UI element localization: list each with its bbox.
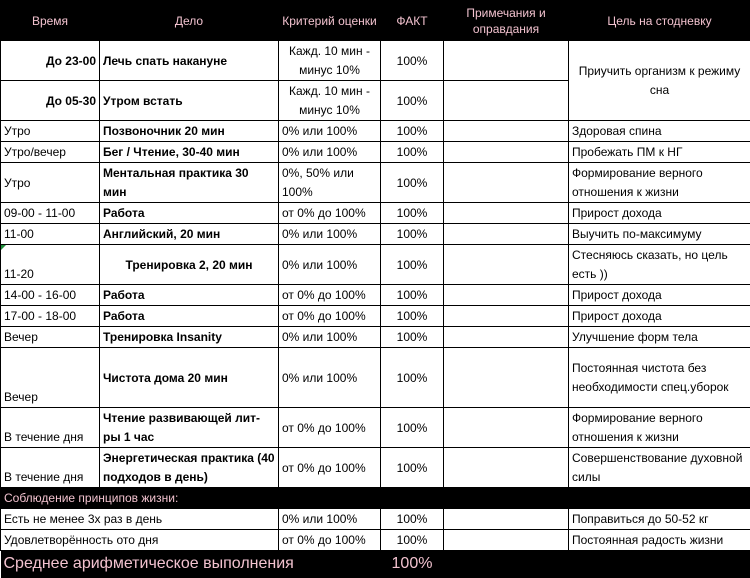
goal-cell[interactable]: Здоровая спина — [569, 121, 750, 142]
goal-cell[interactable]: Выучить по-максимуму — [569, 224, 750, 245]
table-row — [1, 121, 750, 142]
table-row — [1, 408, 750, 448]
table-row — [1, 448, 750, 488]
task-cell[interactable]: Чистота дома 20 мин — [100, 348, 279, 408]
task-cell[interactable]: Удовлетворённость ото дня — [1, 530, 279, 551]
table-row — [1, 306, 750, 327]
fact-cell[interactable]: 100% — [381, 224, 444, 245]
fact-cell[interactable]: 100% — [381, 530, 444, 551]
table-row — [1, 163, 750, 203]
goal-cell[interactable]: Постоянная радость жизни — [569, 530, 750, 551]
time-cell[interactable]: Утро — [1, 121, 100, 142]
criteria-cell[interactable]: 0% или 100% — [279, 509, 381, 530]
time-cell[interactable]: До 23-00 — [1, 41, 100, 81]
fact-cell[interactable]: 100% — [381, 348, 444, 408]
table-row — [1, 509, 750, 530]
fact-cell[interactable]: 100% — [381, 327, 444, 348]
criteria-cell[interactable]: Кажд. 10 мин - минус 10% — [279, 41, 381, 81]
task-cell[interactable]: Лечь спать накануне — [100, 41, 279, 81]
fact-cell[interactable]: 100% — [381, 163, 444, 203]
summary-value: 100% — [381, 551, 444, 578]
time-cell[interactable]: До 05-30 — [1, 81, 100, 121]
header-row — [1, 1, 750, 41]
fact-cell[interactable]: 100% — [381, 306, 444, 327]
goal-cell[interactable]: Постоянная чистота без необходимости спец.уборок — [569, 348, 750, 408]
task-cell[interactable]: Работа — [100, 203, 279, 224]
header-notes: Примечания и оправдания — [444, 1, 569, 41]
notes-cell[interactable] — [444, 509, 569, 530]
goal-cell[interactable]: Пробежать ПМ к НГ — [569, 142, 750, 163]
fact-cell[interactable]: 100% — [381, 408, 444, 448]
criteria-cell[interactable]: от 0% до 100% — [279, 408, 381, 448]
time-cell[interactable]: Вечер — [1, 348, 100, 408]
notes-cell[interactable] — [444, 203, 569, 224]
fact-cell[interactable]: 100% — [381, 121, 444, 142]
time-cell[interactable]: Утро/вечер — [1, 142, 100, 163]
criteria-cell[interactable]: от 0% до 100% — [279, 306, 381, 327]
fact-cell[interactable]: 100% — [381, 448, 444, 488]
notes-cell[interactable] — [444, 408, 569, 448]
criteria-cell[interactable]: от 0% до 100% — [279, 285, 381, 306]
time-cell[interactable]: 17-00 - 18-00 — [1, 306, 100, 327]
task-cell[interactable]: Чтение развивающей лит-ры 1 час — [100, 408, 279, 448]
criteria-cell[interactable]: 0%, 50% или 100% — [279, 163, 381, 203]
notes-cell[interactable] — [444, 224, 569, 245]
goal-cell[interactable]: Приучить организм к режиму сна — [569, 41, 750, 121]
task-cell[interactable]: Тренировка Insanity — [100, 327, 279, 348]
table-row — [1, 348, 750, 408]
criteria-cell[interactable]: 0% или 100% — [279, 224, 381, 245]
notes-cell[interactable] — [444, 163, 569, 203]
fact-cell[interactable]: 100% — [381, 203, 444, 224]
task-cell[interactable]: Тренировка 2, 20 мин — [100, 245, 279, 285]
criteria-cell[interactable]: от 0% до 100% — [279, 448, 381, 488]
goal-cell[interactable]: Поправиться до 50-52 кг — [569, 509, 750, 530]
fact-cell[interactable]: 100% — [381, 81, 444, 121]
task-cell[interactable]: Бег / Чтение, 30-40 мин — [100, 142, 279, 163]
header-task: Дело — [100, 1, 279, 41]
fact-cell[interactable]: 100% — [381, 285, 444, 306]
goal-cell[interactable]: Совершенствование духовной силы — [569, 448, 750, 488]
notes-cell[interactable] — [444, 81, 569, 121]
table-row — [1, 41, 750, 81]
summary-filler — [444, 551, 750, 578]
goal-cell[interactable]: Формирование верного отношения к жизни — [569, 163, 750, 203]
time-cell[interactable]: Утро — [1, 163, 100, 203]
header-criteria: Критерий оценки — [279, 1, 381, 41]
fact-cell[interactable]: 100% — [381, 41, 444, 81]
table-row — [1, 245, 750, 285]
fact-cell[interactable]: 100% — [381, 142, 444, 163]
task-cell[interactable]: Утром встать — [100, 81, 279, 121]
task-cell[interactable]: Есть не менее 3х раз в день — [1, 509, 279, 530]
task-cell[interactable]: Работа — [100, 285, 279, 306]
time-cell[interactable]: В течение дня — [1, 408, 100, 448]
table-row — [1, 327, 750, 348]
goal-cell[interactable]: Прирост дохода — [569, 203, 750, 224]
task-cell[interactable]: Энергетическая практика (40 подходов в день) — [100, 448, 279, 488]
notes-cell[interactable] — [444, 306, 569, 327]
time-cell[interactable]: 11-00 — [1, 224, 100, 245]
time-cell[interactable]: 11-20 — [1, 245, 100, 285]
criteria-cell[interactable]: 0% или 100% — [279, 121, 381, 142]
notes-cell[interactable] — [444, 348, 569, 408]
summary-row — [1, 551, 750, 578]
goal-cell[interactable]: Формирование верного отношения к жизни — [569, 408, 750, 448]
time-cell[interactable]: В течение дня — [1, 448, 100, 488]
notes-cell[interactable] — [444, 41, 569, 81]
task-cell[interactable]: Позвоночник 20 мин — [100, 121, 279, 142]
goal-cell[interactable]: Улучшение форм тела — [569, 327, 750, 348]
table-row — [1, 203, 750, 224]
goal-cell[interactable]: Стесняюсь сказать, но цель есть )) — [569, 245, 750, 285]
criteria-cell[interactable]: 0% или 100% — [279, 245, 381, 285]
header-goal: Цель на стодневку — [569, 1, 750, 41]
criteria-cell[interactable]: 0% или 100% — [279, 348, 381, 408]
notes-cell[interactable] — [444, 142, 569, 163]
fact-cell[interactable]: 100% — [381, 245, 444, 285]
notes-cell[interactable] — [444, 327, 569, 348]
notes-cell[interactable] — [444, 121, 569, 142]
notes-cell[interactable] — [444, 448, 569, 488]
criteria-cell[interactable]: от 0% до 100% — [279, 203, 381, 224]
notes-cell[interactable] — [444, 530, 569, 551]
task-cell[interactable]: Работа — [100, 306, 279, 327]
notes-cell[interactable] — [444, 285, 569, 306]
header-fact: ФАКТ — [381, 1, 444, 41]
principles-title: Соблюдение принципов жизни: — [1, 488, 750, 509]
criteria-cell[interactable]: от 0% до 100% — [279, 530, 381, 551]
principles-header-row — [1, 488, 750, 509]
header-time: Время — [1, 1, 100, 41]
table-row — [1, 285, 750, 306]
task-cell[interactable]: Ментальная практика 30 мин — [100, 163, 279, 203]
notes-cell[interactable] — [444, 245, 569, 285]
time-cell[interactable]: 09-00 - 11-00 — [1, 203, 100, 224]
criteria-cell[interactable]: 0% или 100% — [279, 327, 381, 348]
task-cell[interactable]: Английский, 20 мин — [100, 224, 279, 245]
fact-cell[interactable]: 100% — [381, 509, 444, 530]
criteria-cell[interactable]: 0% или 100% — [279, 142, 381, 163]
goal-cell[interactable]: Прирост дохода — [569, 285, 750, 306]
summary-label: Среднее арифметическое выполнения — [1, 551, 381, 578]
time-cell[interactable]: Вечер — [1, 327, 100, 348]
table-row — [1, 224, 750, 245]
criteria-cell[interactable]: Кажд. 10 мин - минус 10% — [279, 81, 381, 121]
table-row — [1, 530, 750, 551]
table-row — [1, 142, 750, 163]
goal-cell[interactable]: Прирост дохода — [569, 306, 750, 327]
time-cell[interactable]: 14-00 - 16-00 — [1, 285, 100, 306]
